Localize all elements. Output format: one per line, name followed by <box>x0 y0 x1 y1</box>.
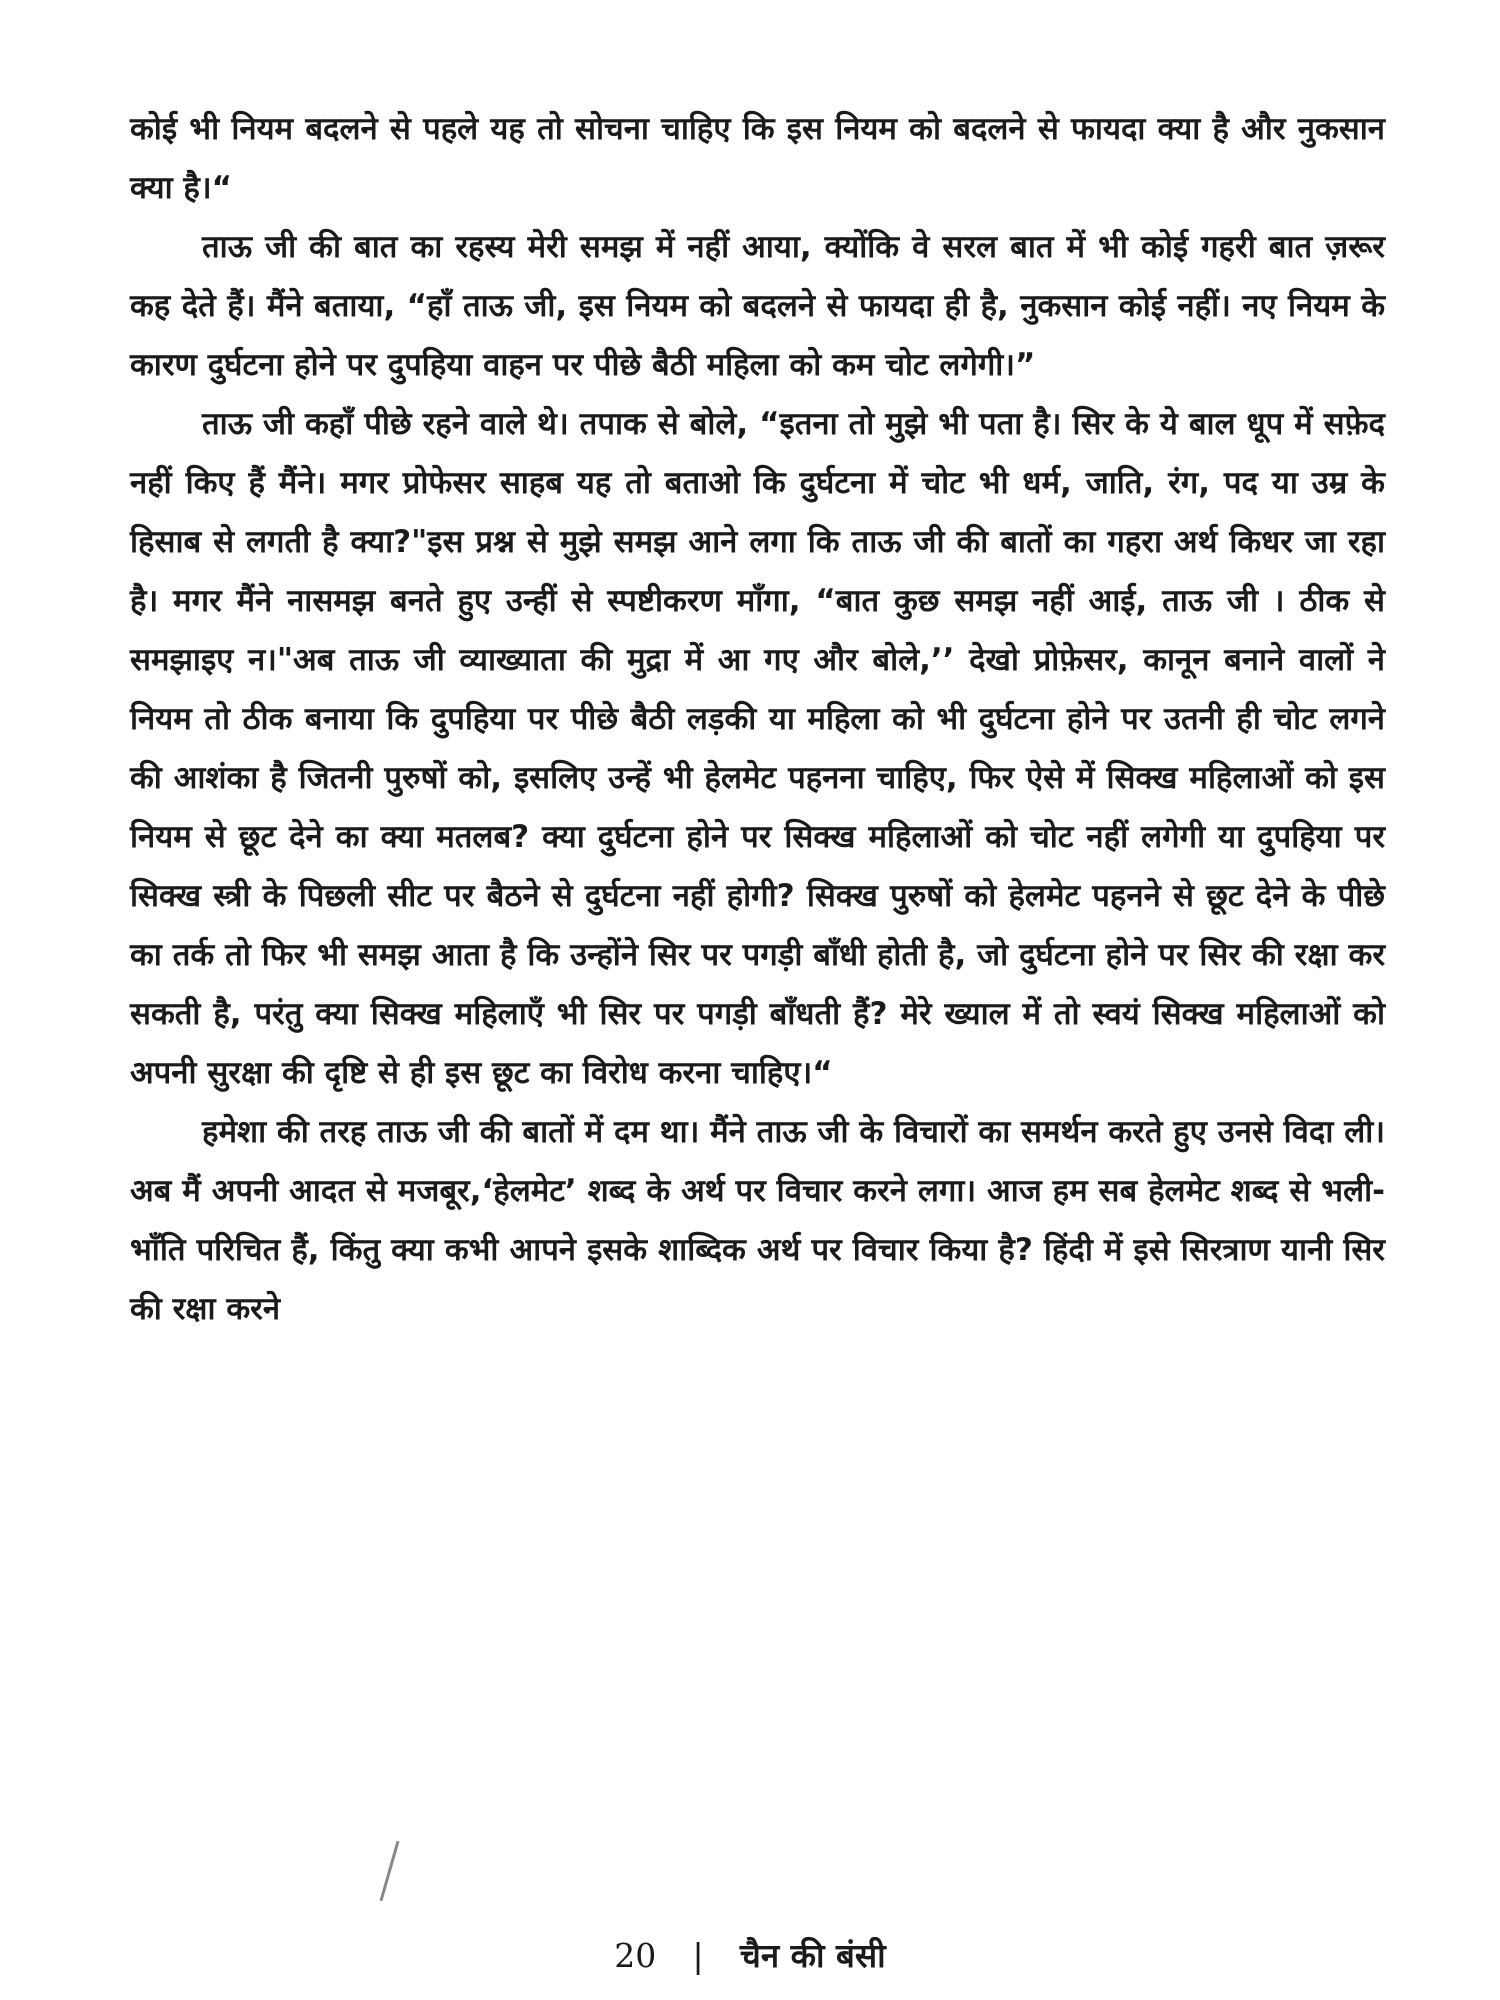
paragraph: ताऊ जी की बात का रहस्य मेरी समझ में नहीं आया, क्योंकि वे सरल बात में भी कोई गहरी बात ज़रूर कह देते हैं। मैंने बताया, “हाँ ताऊ जी, इस नियम को बदलने से फायदा ही है, नुकसान कोई नहीं। नए नियम के कारण दुर्घटना होने पर दुपहिया वाहन पर पीछे बैठी महिला को कम चोट लगेगी।” <box>130 229 1385 383</box>
paragraph: हमेशा की तरह ताऊ जी की बातों में दम था। मैंने ताऊ जी के विचारों का समर्थन करते हुए उनसे विदा ली। अब मैं अपनी आदत से मजबूर,‘हेलमेट’ शब्द के अर्थ पर विचार करने लगा। आज हम सब हेलमेट शब्द से भली-भाँति परिचित हैं, किंतु क्या कभी आपने इसके शाब्दिक अर्थ पर विचार किया है? हिंदी में इसे सिरत्राण यानी सिर की रक्षा करने <box>130 1114 1385 1327</box>
pen-stroke-mark <box>380 1841 400 1901</box>
page-number: 20 <box>614 1936 657 1975</box>
paragraph-continued: कोई भी नियम बदलने से पहले यह तो सोचना चाहिए कि इस नियम को बदलने से फायदा क्या है और नुकसान क्या है।“ <box>130 111 1385 206</box>
body-text <box>130 100 1385 1339</box>
paragraph: ताऊ जी कहाँ पीछे रहने वाले थे। तपाक से बोले, “इतना तो मुझे भी पता है। सिर के ये बाल धूप में सफ़ेद नहीं किए हैं मैंने। मगर प्रोफेसर साहब यह तो बताओ कि दुर्घटना में चोट भी धर्म, जाति, रंग, पद या उम्र के हिसाब से लगती है क्या?"इस प्रश्न से मुझे समझ आने लगा कि ताऊ जी की बातों का गहरा अर्थ किधर जा रहा है। मगर मैंने नासमझ बनते हुए उन्हीं से स्पष्टीकरण माँगा, “बात कुछ समझ नहीं आई, ताऊ जी । ठीक से समझाइए न।"अब ताऊ जी व्याख्याता की मुद्रा में आ गए और बोले,’’ देखो प्रोफ़ेसर, कानून बनाने वालों ने नियम तो ठीक बनाया कि दुपहिया पर पीछे बैठी लड़की या महिला को भी दुर्घटना होने पर उतनी ही चोट लगने की आशंका है जितनी पुरुषों को, इसलिए उन्हें भी हेलमेट पहनना चाहिए, फिर ऐसे में सिक्ख महिलाओं को इस नियम से छूट देने का क्या मतलब? क्या दुर्घटना होने पर सिक्ख महिलाओं को चोट नहीं लगेगी या दुपहिया पर सिक्ख स्त्री के पिछली सीट पर बैठने से दुर्घटना नहीं होगी? सिक्ख पुरुषों को हेलमेट पहनने से छूट देने के पीछे का तर्क तो फिर भी समझ आता है कि उन्होंने सिर पर पगड़ी बाँधी होती है, जो दुर्घटना होने पर सिर की रक्षा कर सकती है, परंतु क्या सिक्ख महिलाएँ भी सिर पर पगड़ी बाँधती हैं? मेरे ख्याल में तो स्वयं सिक्ख महिलाओं को अपनी सुरक्षा की दृष्टि से ही इस छूट का विरोध करना चाहिए।“ <box>130 406 1385 1091</box>
book-title: चैन की बंसी <box>739 1936 886 1975</box>
footer-separator: | <box>692 1936 704 1975</box>
page-footer <box>0 1932 1500 1977</box>
